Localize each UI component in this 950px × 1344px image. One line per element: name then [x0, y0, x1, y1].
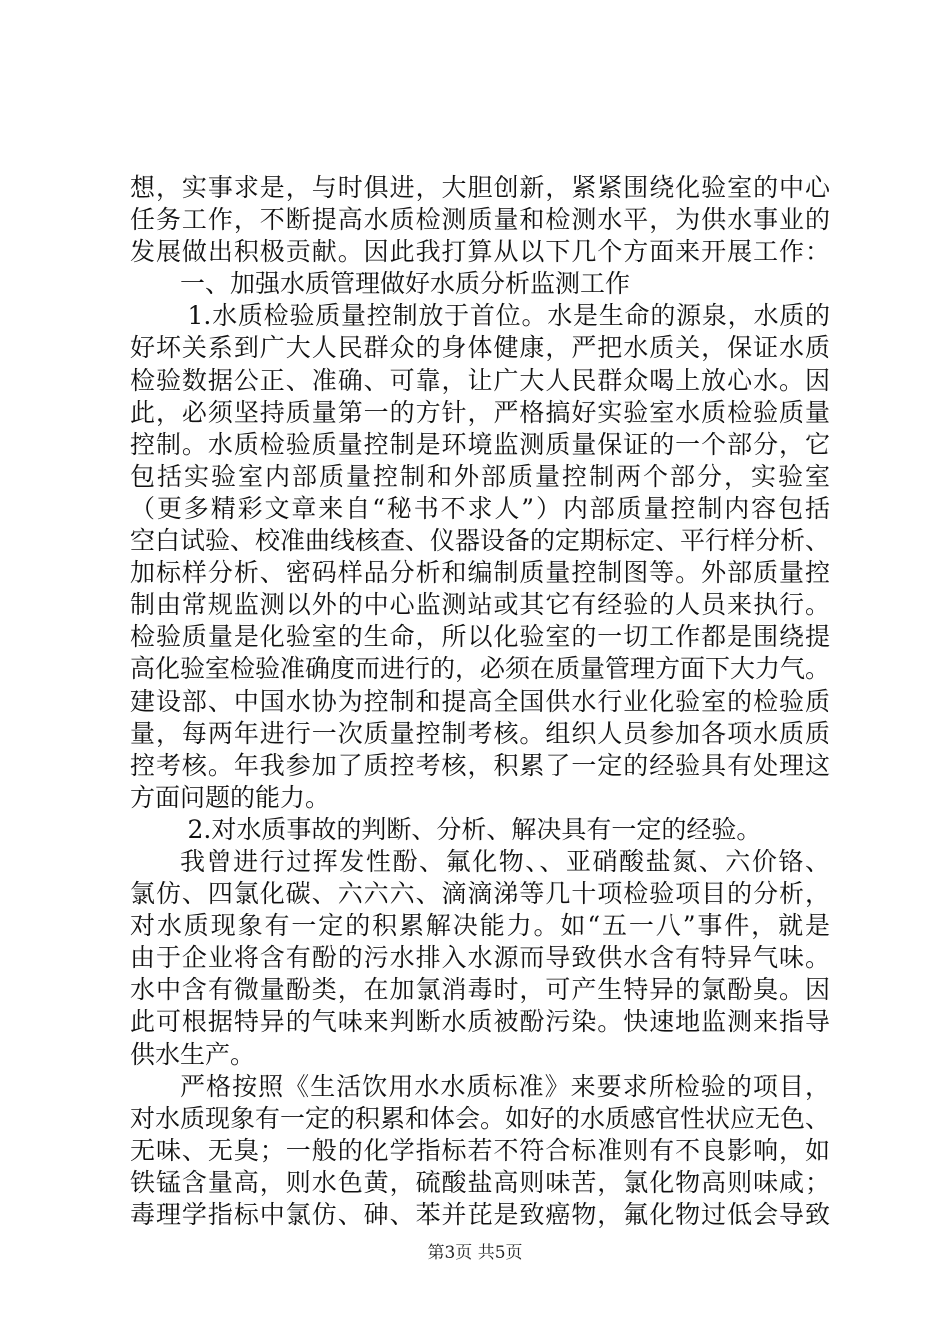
text-line: 水中含有微量酚类，在加氯消毒时，可产生特异的氯酚臭。因 — [130, 975, 830, 1005]
text-line: 此，必须坚持质量第一的方针，严格搞好实验室水质检验质量 — [130, 397, 830, 427]
text-line: 此可根据特异的气味来判断水质被酚污染。快速地监测来指导 — [130, 1007, 830, 1037]
text-line: 包括实验室内部质量控制和外部质量控制两个部分，实验室 — [130, 461, 830, 491]
text-line: 想，实事求是，与时俱进，大胆创新，紧紧围绕化验室的中心 — [130, 173, 830, 202]
text-line: 铁锰含量高，则水色黄，硫酸盐高则味苦，氯化物高则味咸； — [130, 1167, 830, 1197]
text-line: （更多精彩文章来自“秘书不求人”）内部质量控制内容包括 — [130, 493, 830, 523]
text-line: 好坏关系到广大人民群众的身体健康，严把水质关，保证水质 — [130, 333, 830, 363]
text-line: 加标样分析、密码样品分析和编制质量控制图等。外部质量控 — [130, 558, 830, 588]
text-line: 量，每两年进行一次质量控制考核。组织人员参加各项水质质 — [130, 718, 830, 748]
text-line: 对水质现象有一定的积累和体会。如好的水质感官性状应无色、 — [130, 1103, 831, 1133]
text-line: 氯仿、四氯化碳、六六六、滴滴涕等几十项检验项目的分析， — [130, 879, 830, 909]
text-line: 建设部、中国水协为控制和提高全国供水行业化验室的检验质 — [130, 686, 830, 716]
text-line: 对水质现象有一定的积累解决能力。如“五一八”事件，就是 — [130, 911, 830, 941]
text-line: 高化验室检验准确度而进行的，必须在质量管理方面下大力气。 — [130, 654, 831, 684]
text-line: 无味、无臭；一般的化学指标若不符合标准则有不良影响，如 — [130, 1135, 830, 1165]
text-line: 检验数据公正、准确、可靠，让广大人民群众喝上放心水。因 — [130, 365, 830, 395]
text-line: 2.对水质事故的判断、分析、解决具有一定的经验。 — [187, 814, 762, 844]
text-line: 我曾进行过挥发性酚、氟化物、、亚硝酸盐氮、六价铬、 — [180, 846, 830, 876]
text-line: 控考核。年我参加了质控考核，积累了一定的经验具有处理这 — [130, 750, 830, 780]
text-line: 控制。水质检验质量控制是环境监测质量保证的一个部分，它 — [130, 429, 830, 459]
text-line: 制由常规监测以外的中心监测站或其它有经验的人员来执行。 — [130, 590, 830, 620]
text-line: 1.水质检验质量控制放于首位。水是生命的源泉，水质的 — [187, 301, 830, 331]
page-footer: 第3页 共5页 — [427, 1243, 523, 1263]
text-line: 方面问题的能力。 — [130, 782, 331, 812]
text-line: 检验质量是化验室的生命，所以化验室的一切工作都是围绕提 — [130, 622, 830, 652]
text-line: 严格按照《生活饮用水水质标准》来要求所检验的项目， — [180, 1071, 830, 1101]
body-text — [130, 172, 830, 1231]
text-line: 一、加强水质管理做好水质分析监测工作 — [180, 269, 631, 299]
text-line: 空白试验、校准曲线核查、仪器设备的定期标定、平行样分析、 — [130, 526, 831, 556]
text-line: 发展做出积极贡献。因此我打算从以下几个方面来开展工作： — [130, 237, 830, 267]
text-line: 由于企业将含有酚的污水排入水源而导致供水含有特异气味。 — [130, 943, 830, 973]
text-line: 任务工作，不断提高水质检测质量和检测水平，为供水事业的 — [130, 205, 830, 235]
text-line: 供水生产。 — [130, 1039, 256, 1069]
text-line: 毒理学指标中氯仿、砷、苯并芘是致癌物，氟化物过低会导致 — [130, 1200, 830, 1229]
